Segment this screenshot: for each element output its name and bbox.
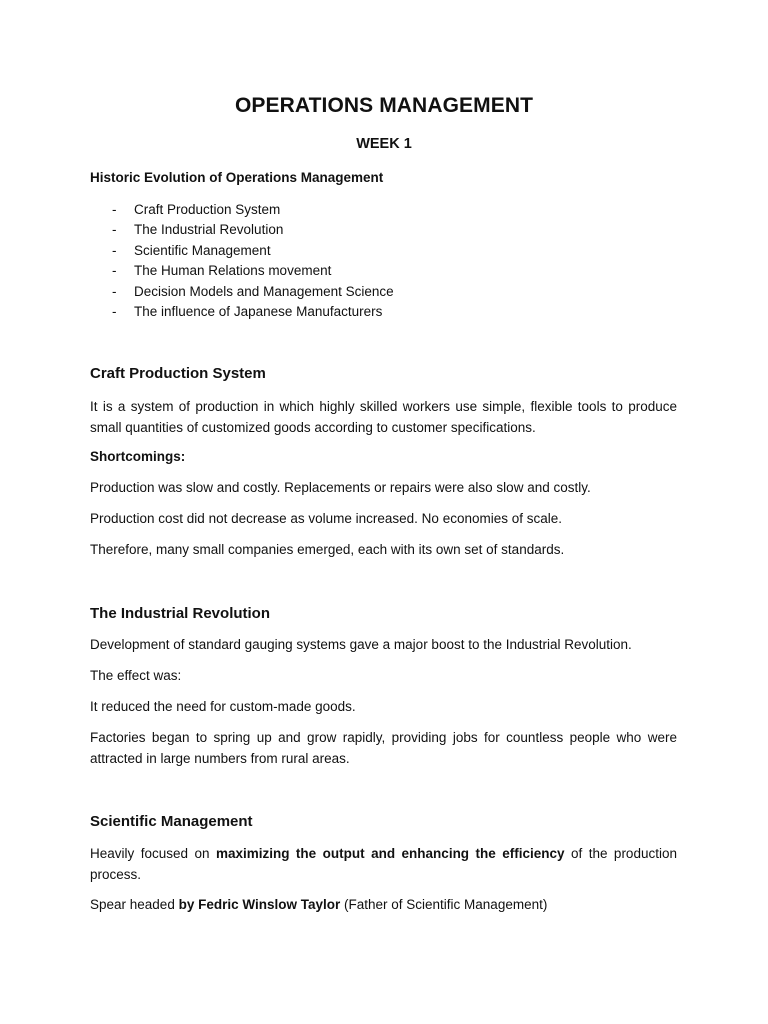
list-item xyxy=(90,282,394,302)
list-item-text: The Industrial Revolution xyxy=(134,222,284,238)
list-item-text: The Human Relations movement xyxy=(134,263,332,279)
topics-list xyxy=(90,200,394,322)
week-label: WEEK 1 xyxy=(356,136,412,152)
scientific-p1-text-a: Heavily focused on xyxy=(90,846,216,861)
scientific-paragraph-2 xyxy=(90,895,677,916)
list-item xyxy=(90,220,394,240)
intro-heading: Historic Evolution of Operations Management xyxy=(90,170,384,185)
bullet-dash: - xyxy=(112,222,117,238)
list-item xyxy=(90,241,394,261)
list-item xyxy=(90,302,394,322)
bullet-dash: - xyxy=(112,283,117,299)
scientific-p2-emphasis: by Fedric Winslow Taylor xyxy=(178,897,341,912)
list-item xyxy=(90,200,394,220)
scientific-paragraph-1 xyxy=(90,844,677,885)
craft-paragraph-4: Therefore, many small companies emerged, each with its own set of standards. xyxy=(90,542,565,557)
bullet-dash: - xyxy=(112,202,117,217)
page-title: OPERATIONS MANAGEMENT xyxy=(234,94,534,117)
craft-paragraph-3: Production cost did not decrease as volume increased. No economies of scale. xyxy=(90,511,563,526)
scientific-p2-text-c: (Father of Scientific Management) xyxy=(340,897,548,912)
shortcomings-label: Shortcomings: xyxy=(90,449,186,464)
bullet-dash: - xyxy=(112,263,117,279)
section-heading-craft: Craft Production System xyxy=(90,365,266,382)
craft-paragraph-2: Production was slow and costly. Replacements or repairs were also slow and costly. xyxy=(90,480,591,495)
scientific-p1-text-c: of the production process. xyxy=(90,846,677,882)
list-item-text: The influence of Japanese Manufacturers xyxy=(134,303,383,319)
scientific-p1-emphasis: maximizing the output and enhancing the efficiency xyxy=(215,846,565,861)
bullet-dash: - xyxy=(112,303,117,319)
section-heading-scientific: Scientific Management xyxy=(90,813,253,830)
industrial-paragraph-3: It reduced the need for custom-made goods. xyxy=(90,699,356,714)
list-item xyxy=(90,261,394,281)
section-heading-industrial: The Industrial Revolution xyxy=(90,605,271,622)
craft-paragraph-1: It is a system of production in which highly skilled workers use simple, flexible tools to produce small quantities of customized goods according to customer specifications. xyxy=(90,399,677,435)
industrial-paragraph-4: Factories began to spring up and grow rapidly, providing jobs for countless people who were attracted in large numbers from rural areas. xyxy=(90,730,677,766)
list-item-text: Decision Models and Management Science xyxy=(134,283,394,299)
bullet-dash: - xyxy=(112,242,117,258)
list-item-text: Scientific Management xyxy=(134,242,271,258)
industrial-paragraph-2: The effect was: xyxy=(90,668,182,683)
list-item-text: Craft Production System xyxy=(134,202,281,217)
scientific-p2-text-a: Spear headed xyxy=(90,897,179,912)
industrial-paragraph-1: Development of standard gauging systems gave a major boost to the Industrial Revolution. xyxy=(90,637,632,652)
